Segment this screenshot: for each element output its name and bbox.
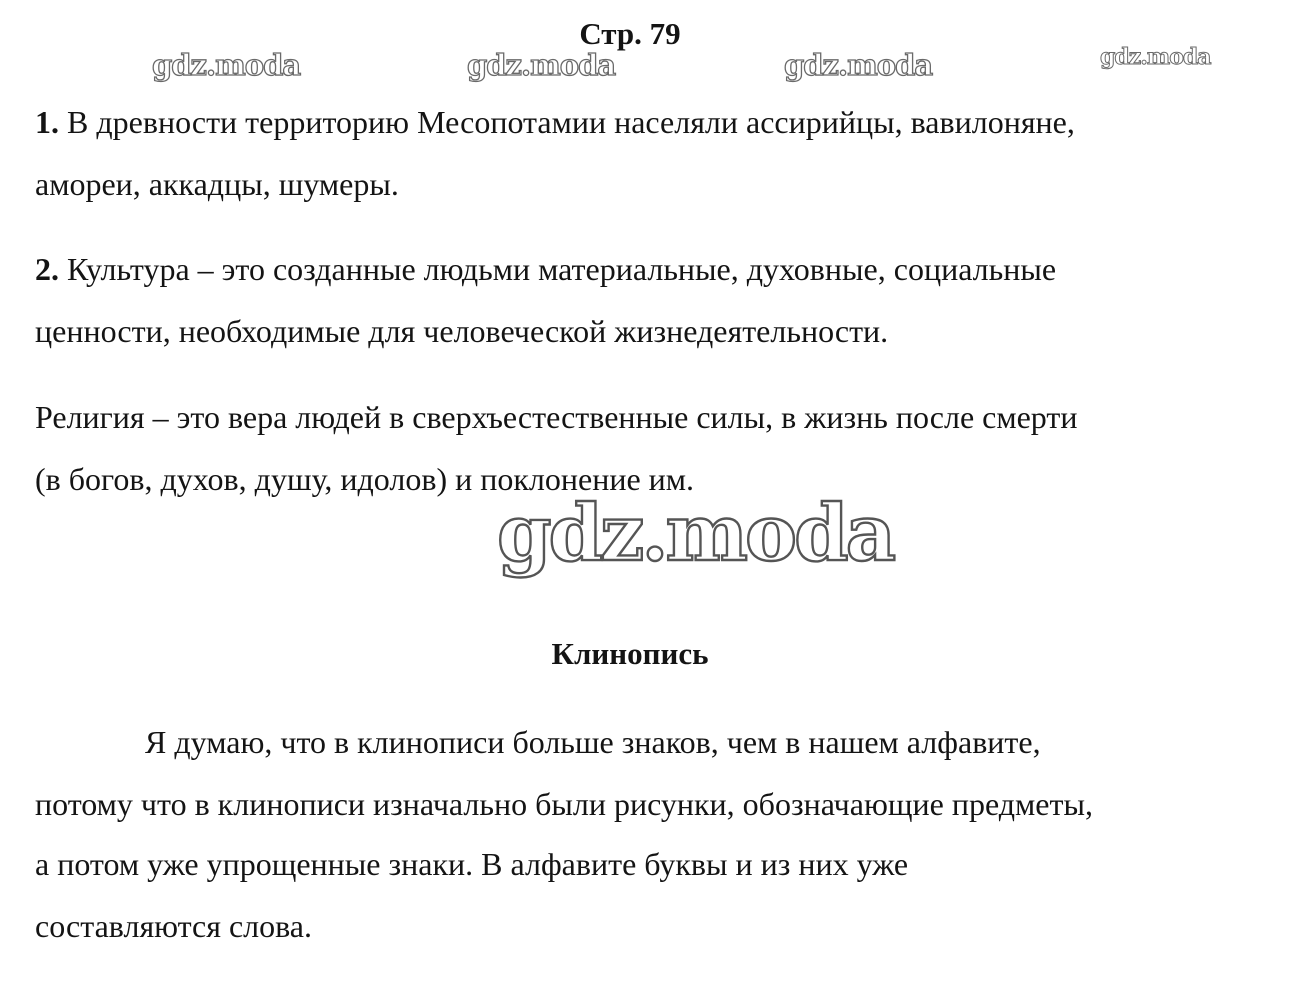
watermark-logo: gdz.moda (152, 48, 301, 82)
answer-1-line-1 (35, 102, 1075, 142)
watermark-logo: gdz.moda (467, 48, 616, 82)
answer-2-number: 2. (35, 251, 59, 287)
answer-2-line-3: Религия – это вера людей в сверхъестественные силы, в жизнь после смерти (35, 399, 1078, 435)
section-paragraph-line-3: а потом уже упрощенные знаки. В алфавите буквы и из них уже (35, 846, 909, 882)
answer-2-line-4: (в богов, духов, душу, идолов) и поклонение им. (35, 461, 695, 497)
section-paragraph-line-1: Я думаю, что в клинописи больше знаков, чем в нашем алфавите, (145, 724, 1041, 760)
answer-1-text: В древности территорию Месопотамии населяли ассирийцы, вавилоняне, (67, 104, 1075, 140)
answer-1-line-2: амореи, аккадцы, шумеры. (35, 166, 399, 202)
answer-2-line-1 (35, 249, 1056, 289)
section-paragraph-line-4: составляются слова. (35, 908, 312, 944)
watermark-logo: gdz.moda (784, 48, 933, 82)
page-title: Стр. 79 (579, 16, 681, 51)
watermark-logo-large: gdz.moda (497, 488, 894, 579)
answer-2-text: Культура – это созданные людьми материальные, духовные, социальные (67, 251, 1057, 287)
section-paragraph-line-2: потому что в клинописи изначально были рисунки, обозначающие предметы, (35, 786, 1093, 822)
answer-1-number: 1. (35, 104, 59, 140)
section-heading: Клинопись (551, 636, 709, 671)
answer-2-line-2: ценности, необходимые для человеческой жизнедеятельности. (35, 313, 889, 349)
watermark-logo: gdz.moda (1100, 44, 1211, 70)
